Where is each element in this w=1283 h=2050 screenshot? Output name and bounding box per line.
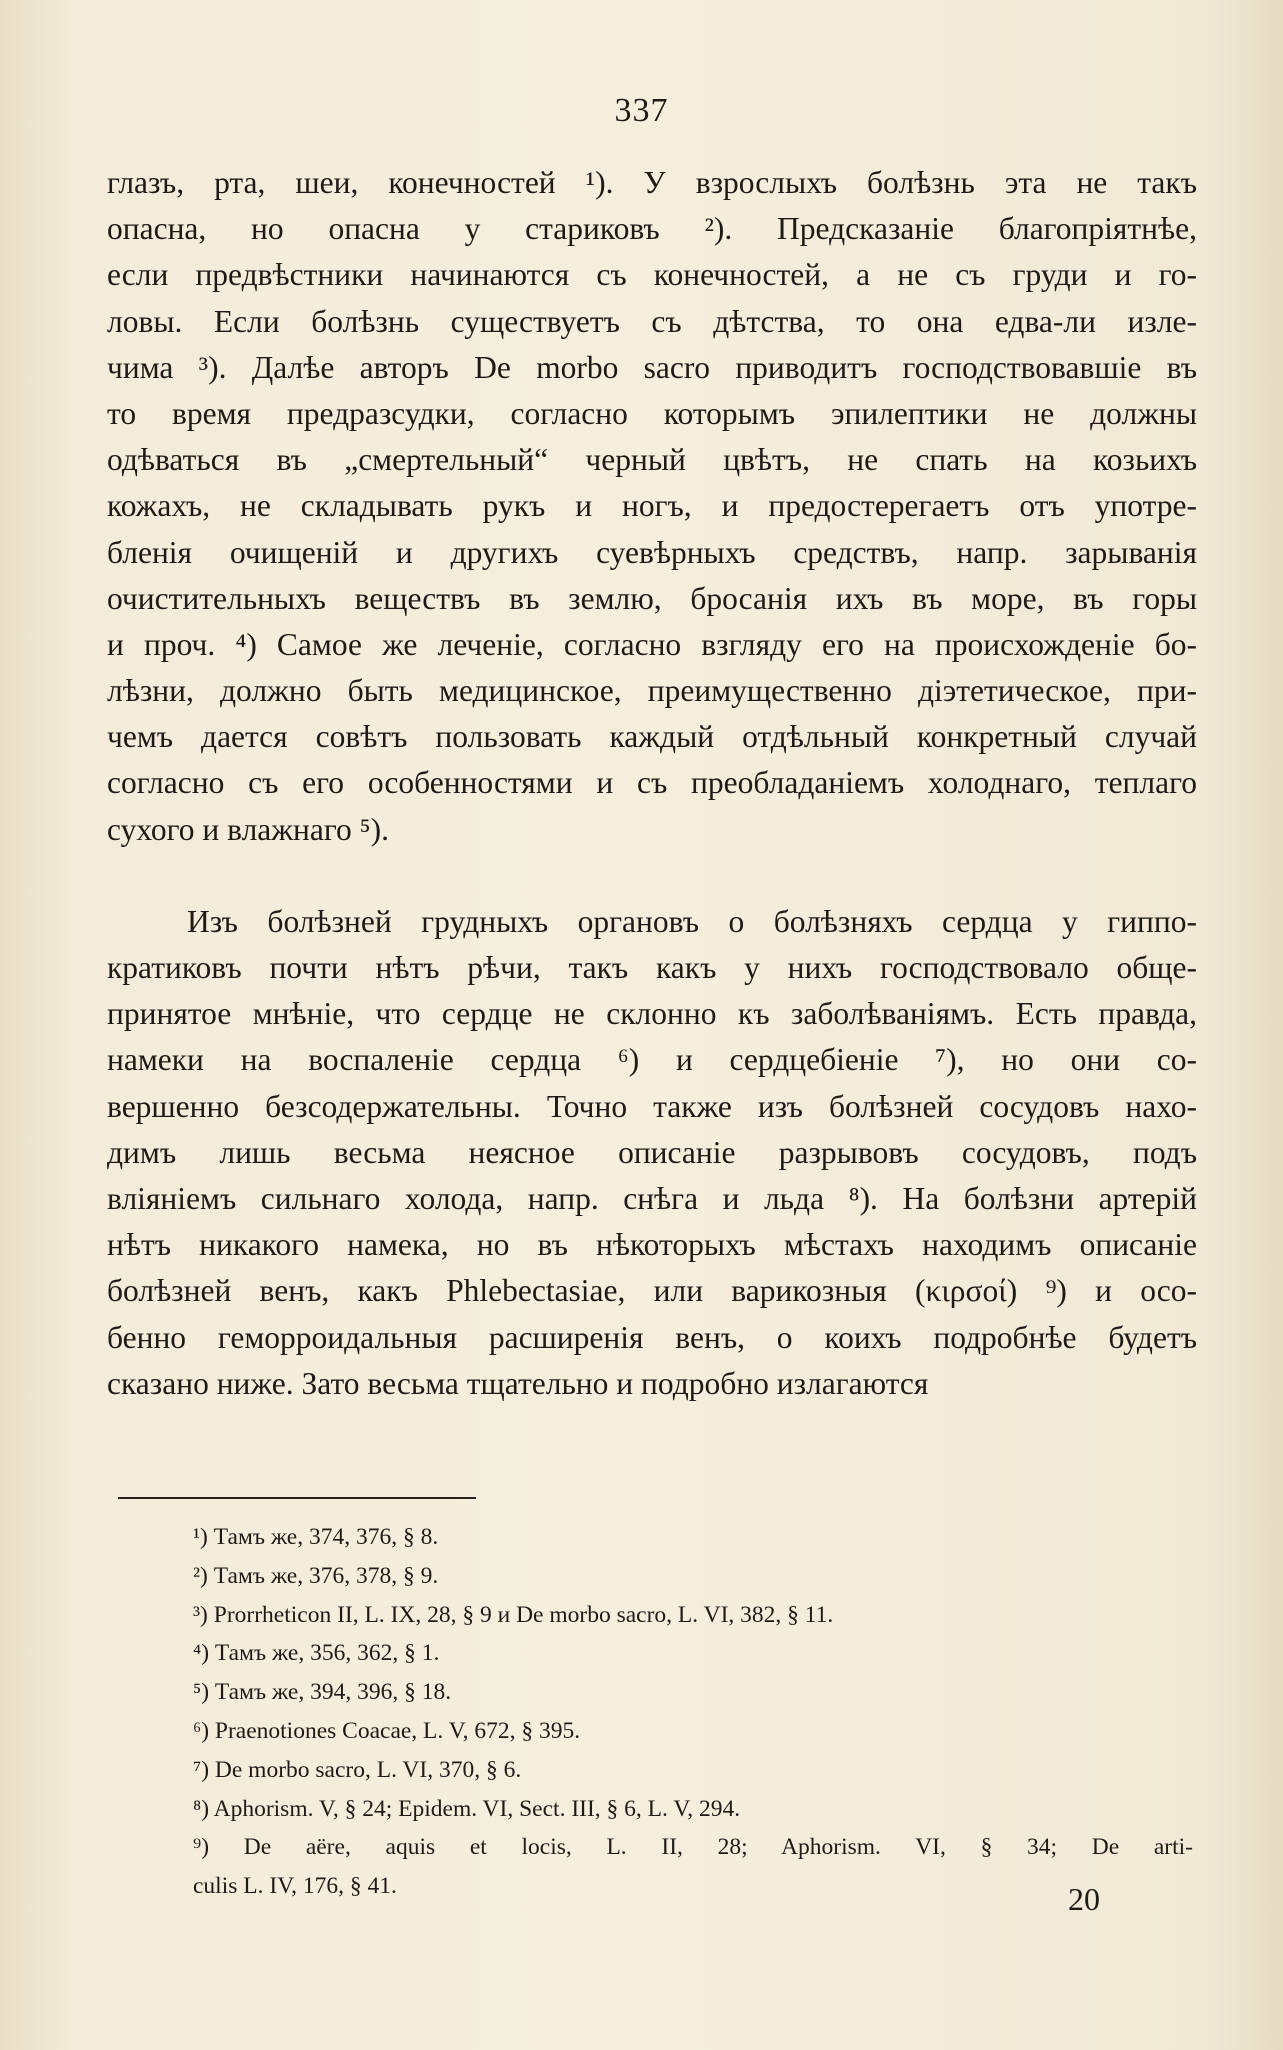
text-line: опасна, но опасна у стариковъ ²). Предсказаніе благопріятнѣе, [107,211,1197,247]
footnote: ³) Prorrheticon II, L. IX, 28, § 9 и De morbo sacro, L. VI, 382, § 11. [193,1601,834,1628]
text-line: чемъ дается совѣтъ пользовать каждый отдѣльный конкретный случай [107,719,1197,755]
footnote-continuation: culis L. IV, 176, § 41. [193,1873,397,1900]
text-line: вершенно безсодержательны. Точно также изъ болѣзней сосудовъ нахо- [107,1088,1197,1124]
text-line: болѣзней венъ, какъ Phlebectasiae, или варикозныя (κιρσοί) ⁹) и осо- [107,1273,1197,1309]
footnote: ⁹) De aëre, aquis et locis, L. II, 28; Aphorism. VI, § 34; De arti- [193,1834,1193,1861]
footnote: ²) Тамъ же, 376, 378, § 9. [193,1562,439,1589]
text-line: то время предразсудки, согласно которымъ эпилептики не должны [107,395,1197,431]
text-line: димъ лишь весьма неясное описаніе разрывовъ сосудовъ, подъ [107,1134,1197,1170]
text-line: согласно съ его особенностями и съ преобладаніемъ холоднаго, теплаго [107,765,1197,801]
page-number: 337 [614,92,669,129]
text-line: Изъ болѣзней грудныхъ органовъ о болѣзняхъ сердца у гиппо- [187,903,1197,939]
footnote: ⁴) Тамъ же, 356, 362, § 1. [193,1640,440,1667]
footnote: ⁷) De morbo sacro, L. VI, 370, § 6. [193,1756,522,1783]
paragraph-gap [107,853,1197,899]
footnote: ⁸) Aphorism. V, § 24; Epidem. VI, Sect. III, § 6, L. V, 294. [193,1795,741,1822]
text-line: бленія очищеній и другихъ суевѣрныхъ средствъ, напр. зарыванія [107,534,1197,570]
paragraph-epilepsy [107,160,1197,853]
paragraph-chest-diseases [107,899,1197,1407]
text-line: глазъ, рта, шеи, конечностей ¹). У взрослыхъ болѣзнь эта не такъ [107,165,1197,200]
text-line: кожахъ, не складывать рукъ и ногъ, и предостерегаетъ отъ употре- [107,488,1197,524]
text-line: принятое мнѣніе, что сердце не склонно къ заболѣваніямъ. Есть правда, [107,996,1197,1032]
text-line: чима ³). Далѣе авторъ De morbo sacro приводитъ господствовавшіе въ [107,349,1197,385]
signature-mark: 20 [1068,1881,1100,1917]
text-line: лѣзни, должно быть медицинское, преимущественно діэтетическое, при- [107,673,1197,709]
text-line: вліяніемъ сильнаго холода, напр. снѣга и льда ⁸). На болѣзни артерій [107,1180,1197,1216]
text-line: бенно геморроидальныя расширенія венъ, о коихъ подробнѣе будетъ [107,1319,1197,1355]
text-line: кратиковъ почти нѣтъ рѣчи, такъ какъ у нихъ господствовало обще- [107,950,1197,985]
text-line: сухого и влажнаго ⁵). [107,811,389,847]
text-line: очистительныхъ веществъ въ землю, бросанія ихъ въ море, въ горы [107,580,1197,616]
footnotes [193,1518,1193,1906]
text-line: одѣваться въ „смертельный“ черный цвѣтъ, не спать на козьихъ [107,442,1197,478]
footnote-divider [118,1497,476,1499]
text-line: нѣтъ никакого намека, но въ нѣкоторыхъ мѣстахъ находимъ описаніе [107,1227,1197,1263]
text-line: сказано ниже. Зато весьма тщательно и подробно излагаются [107,1365,929,1401]
text-line: и проч. ⁴) Самое же леченіе, согласно взгляду его на происхожденіе бо- [107,626,1197,662]
text-line: если предвѣстники начинаются съ конечностей, а не съ груди и го- [107,257,1197,293]
body-text [107,160,1197,1407]
text-line: намеки на воспаленіе сердца ⁶) и сердцебіеніе ⁷), но они со- [107,1042,1197,1078]
text-line: ловы. Если болѣзнь существуетъ съ дѣтства, то она едва-ли изле- [107,303,1197,339]
footnote: ⁵) Тамъ же, 394, 396, § 18. [193,1679,452,1706]
footnote: ⁶) Praenotiones Coacae, L. V, 672, § 395. [193,1717,581,1744]
footnote: ¹) Тамъ же, 374, 376, § 8. [193,1524,439,1550]
